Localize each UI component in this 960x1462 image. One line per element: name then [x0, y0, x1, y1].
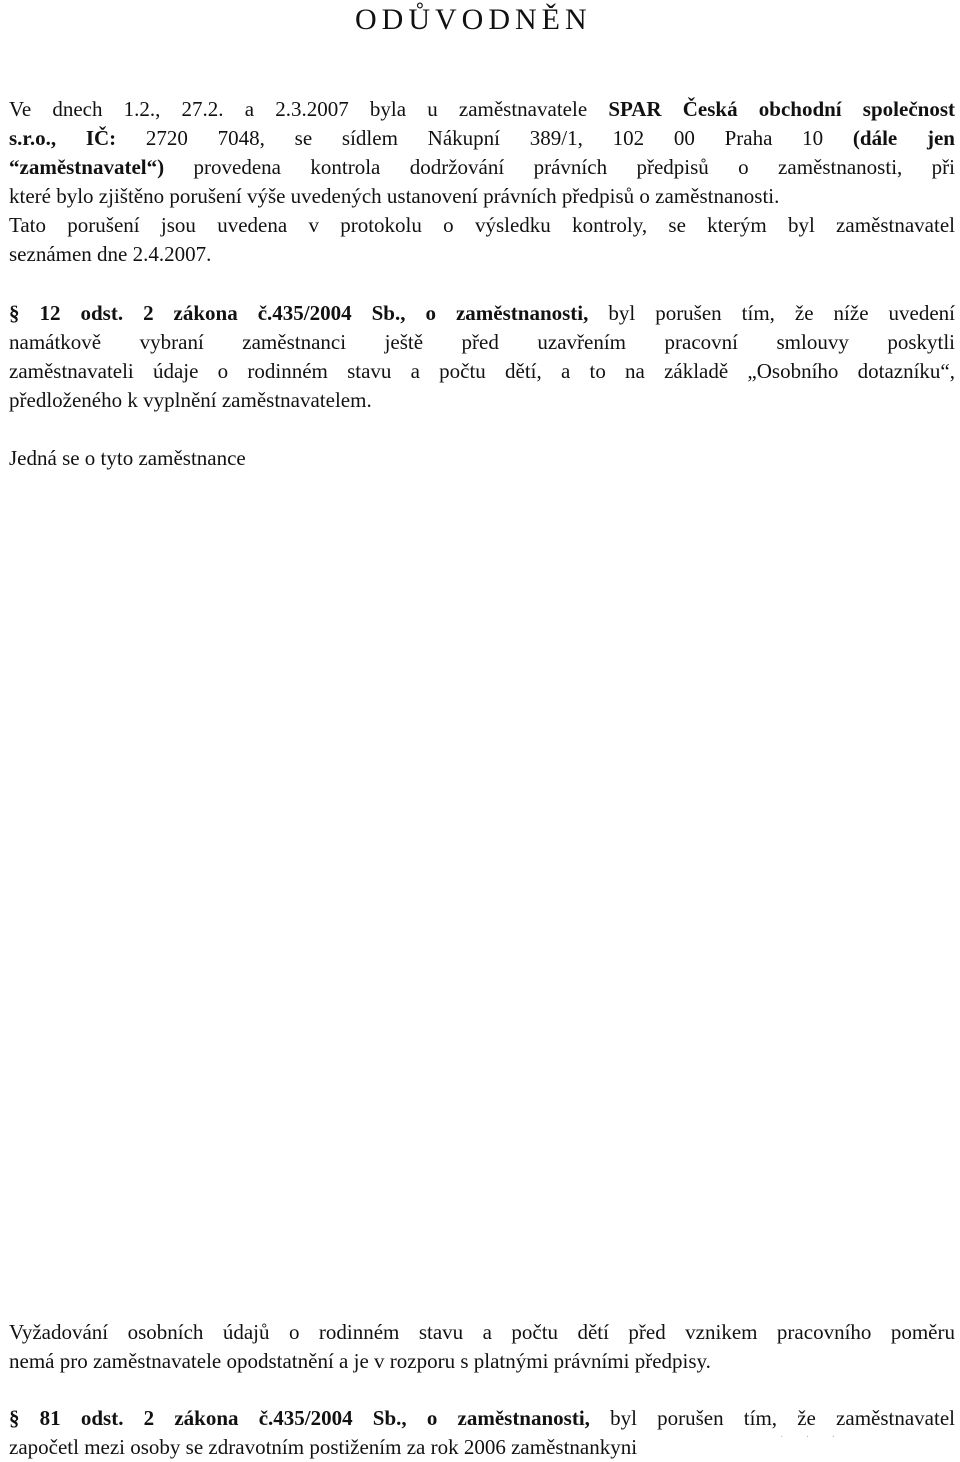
text-line: Jedná se o tyto zaměstnance — [9, 446, 246, 470]
text-line: Tato porušení jsou uvedena v protokolu o výsledku kontroly, se kterým byl zaměstnavatel — [9, 213, 955, 237]
text-run: Ve dnech 1.2., 27.2. a 2.3.2007 byla u zaměstnavatele — [9, 97, 609, 121]
text-line: které bylo zjištěno porušení výše uvedených ustanovení právních předpisů o zaměstnanosti. — [9, 184, 780, 208]
text-run-bold: “zaměstnavatel“) — [9, 155, 165, 179]
employer-id-label: s.r.o., IČ: — [9, 126, 117, 150]
paragraph-violation-section-12 — [9, 299, 955, 415]
text-run: 2720 7048, se sídlem Nákupní 389/1, 102 00 Praha 10 — [116, 126, 853, 150]
text-line: Vyžadování osobních údajů o rodinném stavu a počtu dětí před vznikem pracovního poměru — [9, 1320, 955, 1344]
text-line — [9, 124, 955, 153]
text-line: zaměstnavateli údaje o rodinném stavu a počtu dětí, a to na základě „Osobního dotazníku“, — [9, 359, 955, 383]
paragraph-employees-intro — [9, 444, 955, 473]
paragraph-conclusion — [9, 1318, 955, 1376]
text-run: byl porušen tím, že níže uvedení — [588, 301, 955, 325]
employer-name: SPAR Česká obchodní společnost — [608, 97, 955, 121]
scan-artifact: · · · — [780, 1432, 845, 1443]
text-line: předloženého k vyplnění zaměstnavatelem. — [9, 388, 372, 412]
text-line — [9, 153, 955, 182]
document-title: ODŮVODNĚN — [355, 3, 592, 36]
text-run: provedena kontrola dodržování právních předpisů o zaměstnanosti, při — [164, 155, 955, 179]
text-line: nemá pro zaměstnavatele opodstatnění a je v rozporu s platnými právními předpisy. — [9, 1349, 711, 1373]
text-run: byl porušen tím, že zaměstnavatel — [589, 1406, 955, 1430]
text-line: započetl mezi osoby se zdravotním postižením za rok 2006 zaměstnankyni — [9, 1435, 638, 1459]
text-line: namátkově vybraní zaměstnanci ještě před uzavřením pracovní smlouvy poskytli — [9, 330, 955, 354]
paragraph-inspection-intro — [9, 95, 955, 269]
legal-reference: § 12 odst. 2 zákona č.435/2004 Sb., o zaměstnanosti, — [9, 301, 589, 325]
text-line: seznámen dne 2.4.2007. — [9, 242, 212, 266]
text-line — [9, 1404, 955, 1433]
text-run-bold: (dále jen — [852, 126, 955, 150]
legal-reference: § 81 odst. 2 zákona č.435/2004 Sb., o zaměstnanosti, — [9, 1406, 590, 1430]
text-line — [9, 299, 955, 328]
text-line — [9, 95, 955, 124]
